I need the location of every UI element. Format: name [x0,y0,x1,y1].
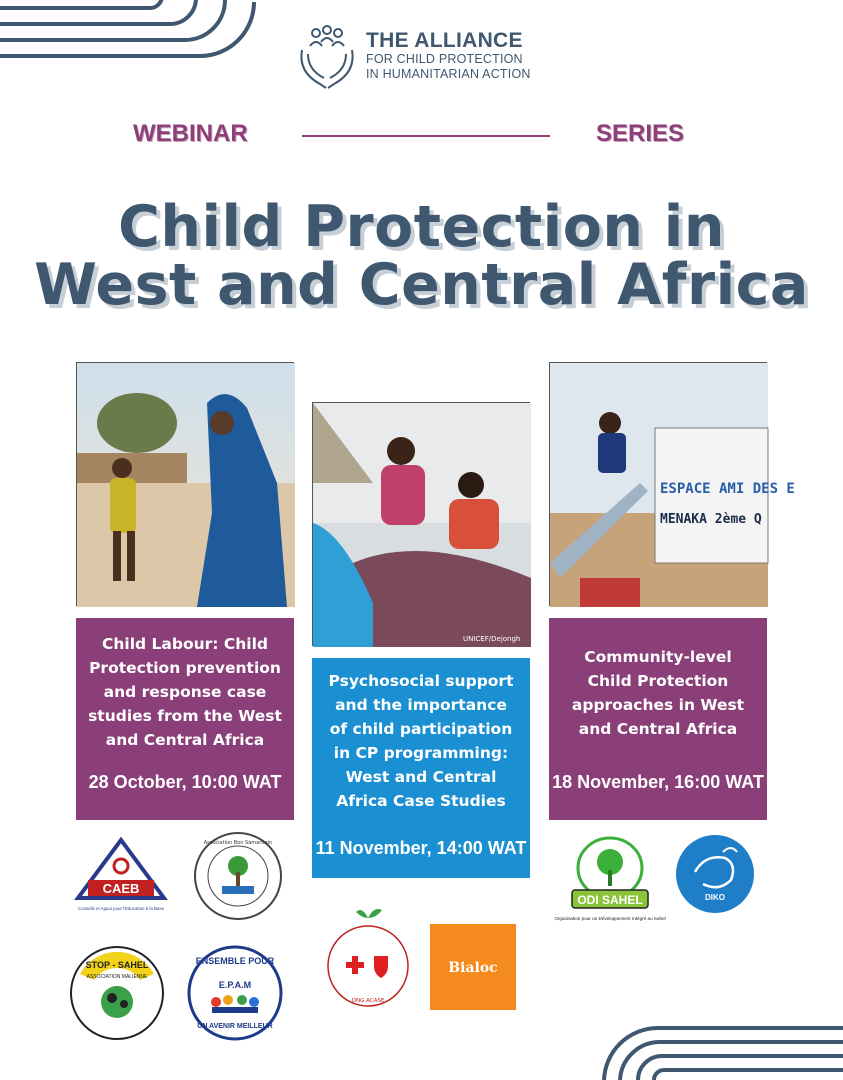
session-3-card [549,618,767,820]
series-right-label: SERIES [596,120,685,147]
session-3-topic-line-1: Community-level [584,648,732,666]
bialoc-name: Bialoc [448,960,498,976]
epam-mid: E.P.A.M [218,980,252,990]
session-3-topic-line-2: Child Protection [587,672,729,690]
series-left-label: WEBINAR [133,120,248,147]
epam-logo [186,944,284,1042]
epam-top: ENSEMBLE POUR [195,956,275,966]
association-name: Association Bon Samaritain [203,840,273,846]
session-3-topic-line-4: and Central Africa [578,720,738,738]
session-2-topic-line-6: Africa Case Studies [336,792,506,810]
session-2-photo [312,402,530,646]
photo-2-credit: UNICEF/Dejongh [463,635,521,643]
session-1-topic-line-5: and Central Africa [105,731,265,749]
session-3-topic-line-3: approaches in West [571,696,745,714]
session-1-date: 28 October, 10:00 WAT [88,772,282,792]
stop-sahel-logo [68,944,166,1042]
alliance-logo-text [366,30,531,80]
decorative-swirl-bottom-right [600,1022,843,1080]
ong-acase-logo [322,904,414,1016]
session-1-card [76,618,294,820]
sign-line-1: ESPACE AMI DES E [660,481,795,497]
epam-bottom: UN AVENIR MEILLEUR [197,1023,273,1030]
session-3-photo [549,362,795,606]
main-title-line-1: Child Protection in [118,194,725,260]
diko-name: DIKO [705,893,725,902]
odi-sahel-tagline: Organisation pour un Développement Intégré au Sahel [554,916,666,921]
association-bon-samaritain-logo [192,830,284,922]
session-2-topic-line-3: of child participation [329,720,513,738]
logo-subtitle-1: FOR CHILD PROTECTION [366,52,523,66]
logo-subtitle-2: IN HUMANITARIAN ACTION [366,66,531,81]
session-1-topic-line-2: Protection prevention [89,659,281,677]
logo-title: THE ALLIANCE [366,29,523,52]
session-2-card [312,658,530,878]
session-3-date: 18 November, 16:00 WAT [552,772,764,792]
stop-sahel-sub: ASSOCIATION MALIENNE [86,974,148,980]
caeb-logo [66,836,176,916]
session-1-topic-line-4: studies from the West [88,707,282,725]
odi-sahel-name: ODI SAHEL [577,893,643,907]
session-2-topic-line-2: and the importance [335,696,507,714]
stop-sahel-name: STOP - SAHEL [85,960,149,970]
odi-sahel-logo [550,828,670,938]
session-1-photo [76,362,294,606]
diko-logo [675,834,755,914]
session-2-topic-line-5: West and Central [345,768,497,786]
ong-acase-name: ONG ACASE [351,998,385,1004]
series-divider [302,135,550,137]
caeb-name: CAEB [102,881,140,896]
alliance-logo-icon [296,24,358,92]
session-2-date: 11 November, 14:00 WAT [315,838,527,858]
decorative-swirl-top-left [0,0,260,70]
caeb-tagline: Conseils et Appui pour l'Education à la Base [77,906,165,911]
main-title-line-2: West and Central Africa [34,252,809,318]
bialoc-logo [430,924,516,1010]
session-1-topic-line-3: and response case [103,683,267,701]
session-2-topic-line-4: in CP programming: [333,744,509,762]
sign-line-2: MENAKA 2ème Q [660,512,762,527]
session-1-topic-line-1: Child Labour: Child [101,635,268,653]
session-2-topic-line-1: Psychosocial support [328,672,514,690]
